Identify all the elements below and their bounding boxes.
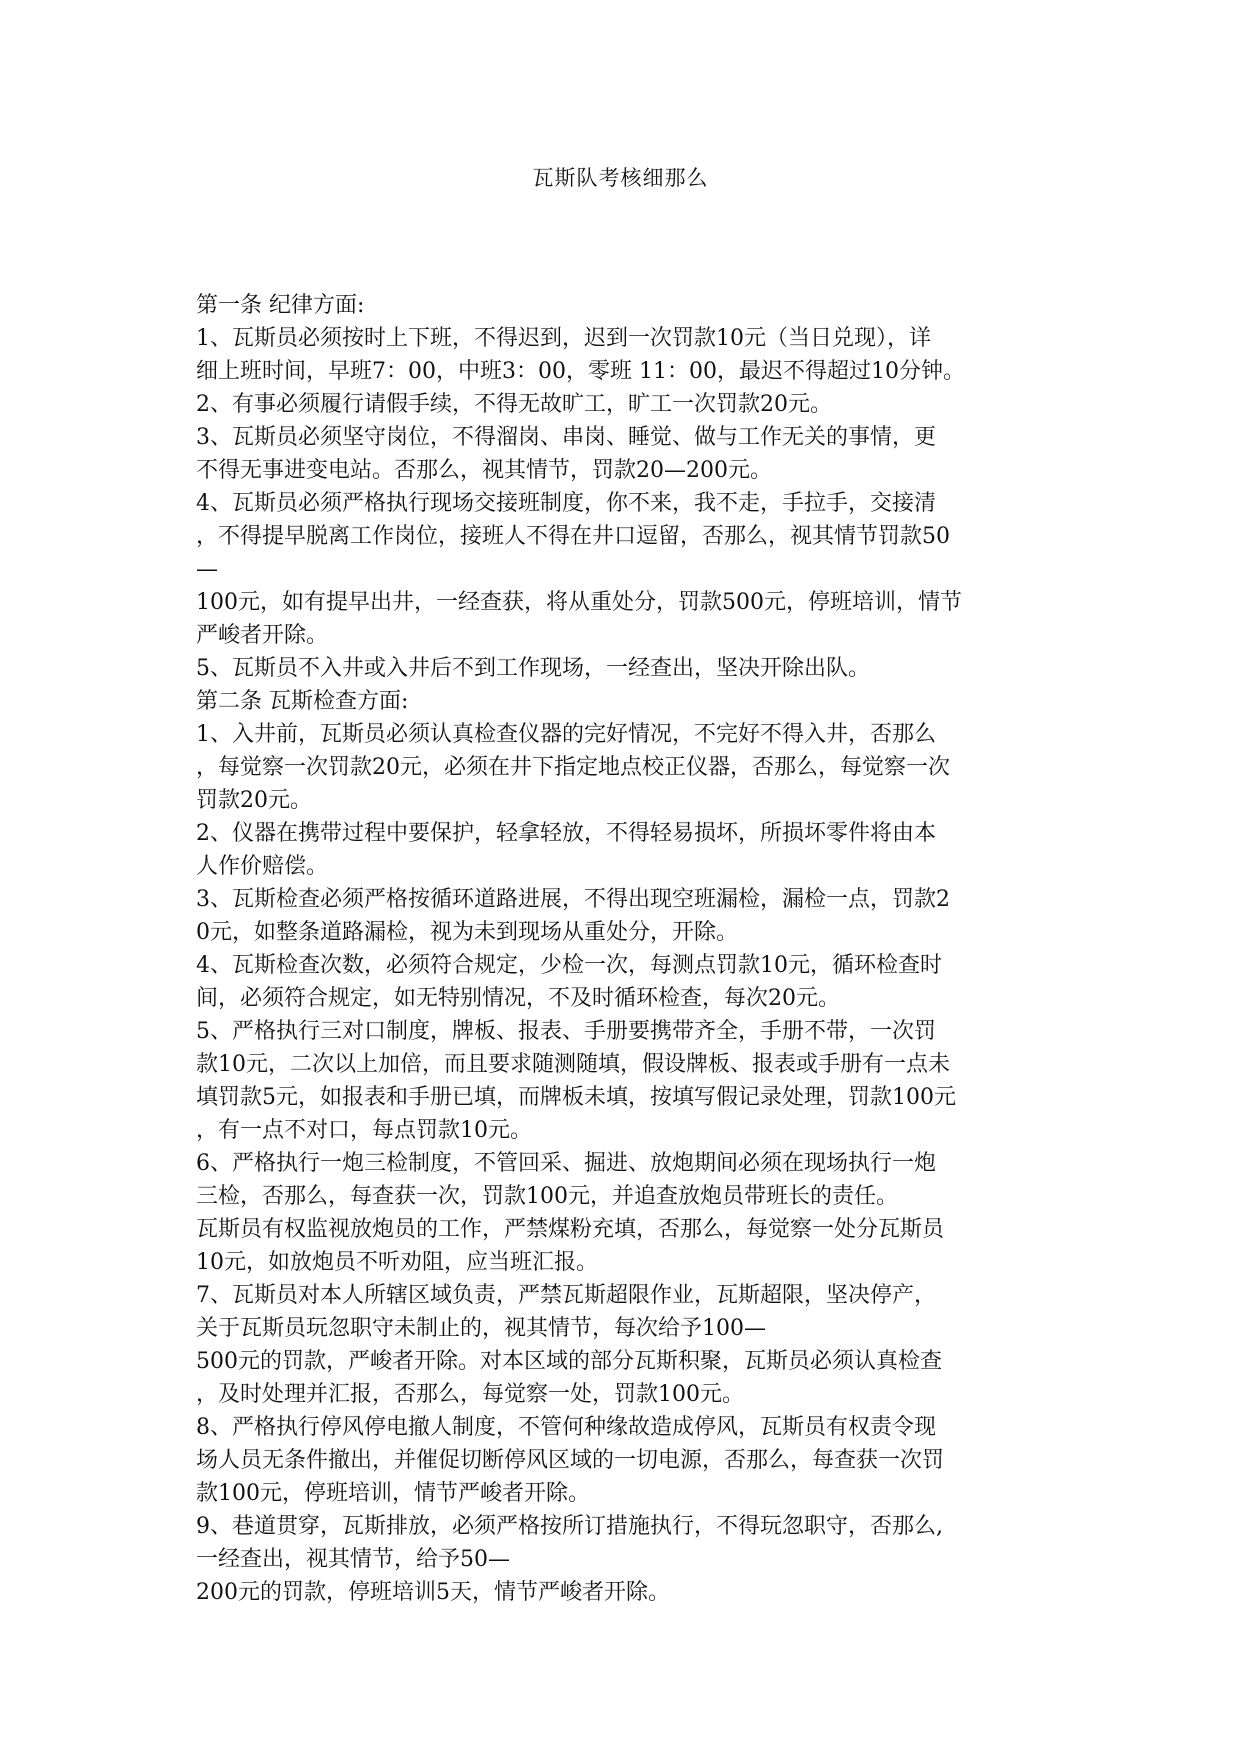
text-line: 场人员无条件撤出，并催促切断停风区域的一切电源，否那么，每查获一次罚 [196, 1448, 945, 1473]
text-line: 10元，如放炮员不听劝阻，应当班汇报。 [196, 1250, 598, 1275]
text-line: 8、严格执行停风停电撤人制度，不管何种缘故造成停风，瓦斯员有权责令现 [196, 1415, 936, 1440]
page-title: 瓦斯队考核细那么 [532, 166, 709, 190]
text-line: ，有一点不对口，每点罚款10元。 [196, 1118, 532, 1143]
text-line: 0元，如整条道路漏检，视为未到现场从重处分，开除。 [196, 920, 738, 945]
text-line: 第一条 纪律方面: [196, 293, 365, 318]
text-line: 人作价赔偿。 [196, 854, 329, 879]
text-line: 100元，如有提早出井，一经查获，将从重处分，罚款500元，停班培训，情节 [196, 590, 962, 615]
text-line: 关于瓦斯员玩忽职守未制止的，视其情节，每次给予100— [196, 1316, 766, 1341]
text-line: ，及时处理并汇报，否那么，每觉察一处，罚款100元。 [196, 1382, 744, 1407]
text-line: 填罚款5元，如报表和手册已填，而牌板未填，按填写假记录处理，罚款100元 [196, 1085, 956, 1110]
text-line: 3、瓦斯员必须坚守岗位，不得溜岗、串岗、睡觉、做与工作无关的事情，更 [196, 425, 936, 450]
text-line: 瓦斯员有权监视放炮员的工作，严禁煤粉充填，否那么，每觉察一处分瓦斯员 [196, 1217, 945, 1242]
text-line: 严峻者开除。 [196, 623, 329, 648]
text-line: 2、有事必须履行请假手续，不得无故旷工，旷工一次罚款20元。 [196, 392, 832, 417]
text-line: 款100元，停班培训，情节严峻者开除。 [196, 1481, 590, 1506]
text-line: 200元的罚款，停班培训5天，情节严峻者开除。 [196, 1580, 670, 1605]
text-line: 7、瓦斯员对本人所辖区域负责，严禁瓦斯超限作业，瓦斯超限，坚决停产， [196, 1283, 936, 1308]
text-line: ，每觉察一次罚款20元，必须在井下指定地点校正仪器，否那么，每觉察一次 [196, 755, 950, 780]
text-line: 500元的罚款，严峻者开除。对本区域的部分瓦斯积聚，瓦斯员必须认真检查 [196, 1349, 942, 1374]
text-line: 不得无事进变电站。否那么，视其情节，罚款20—200元。 [196, 458, 772, 483]
text-line: 1、瓦斯员必须按时上下班，不得迟到，迟到一次罚款10元（当日兑现），详 [196, 326, 931, 351]
text-line: 罚款20元。 [196, 788, 312, 813]
text-line: 第二条 瓦斯检查方面: [196, 689, 409, 714]
text-line: 款10元，二次以上加倍，而且要求随测随填，假设牌板、报表或手册有一点未 [196, 1052, 950, 1077]
text-line: ，不得提早脱离工作岗位，接班人不得在井口逗留，否那么，视其情节罚款50 [196, 524, 950, 549]
text-line: 一经查出，视其情节，给予50— [196, 1547, 510, 1572]
text-line: 6、严格执行一炮三检制度，不管回采、掘进、放炮期间必须在现场执行一炮 [196, 1151, 936, 1176]
text-line: 细上班时间，早班7：00，中班3：00，零班 11：00，最迟不得超过10分钟。 [196, 359, 965, 384]
text-line: 间，必须符合规定，如无特别情况，不及时循环检查，每次20元。 [196, 986, 840, 1011]
text-line: 9、巷道贯穿，瓦斯排放，必须严格按所订措施执行，不得玩忽职守，否那么, [196, 1514, 943, 1539]
document-body [196, 289, 1056, 1609]
text-line: 5、严格执行三对口制度，牌板、报表、手册要携带齐全，手册不带，一次罚 [196, 1019, 936, 1044]
text-line: 4、瓦斯检查次数，必须符合规定，少检一次，每测点罚款10元，循环检查时 [196, 953, 942, 978]
text-line: 4、瓦斯员必须严格执行现场交接班制度，你不来，我不走，手拉手，交接清 [196, 491, 936, 516]
text-line: — [196, 557, 218, 582]
text-line: 5、瓦斯员不入井或入井后不到工作现场，一经查出，坚决开除出队。 [196, 656, 870, 681]
text-line: 2、仪器在携带过程中要保护，轻拿轻放，不得轻易损坏，所损坏零件将由本 [196, 821, 936, 846]
text-line: 3、瓦斯检查必须严格按循环道路进展，不得出现空班漏检，漏检一点，罚款2 [196, 887, 950, 912]
text-line: 三检，否那么，每查获一次，罚款100元，并追查放炮员带班长的责任。 [196, 1184, 898, 1209]
text-line: 1、入井前，瓦斯员必须认真检查仪器的完好情况，不完好不得入井，否那么 [196, 722, 936, 747]
